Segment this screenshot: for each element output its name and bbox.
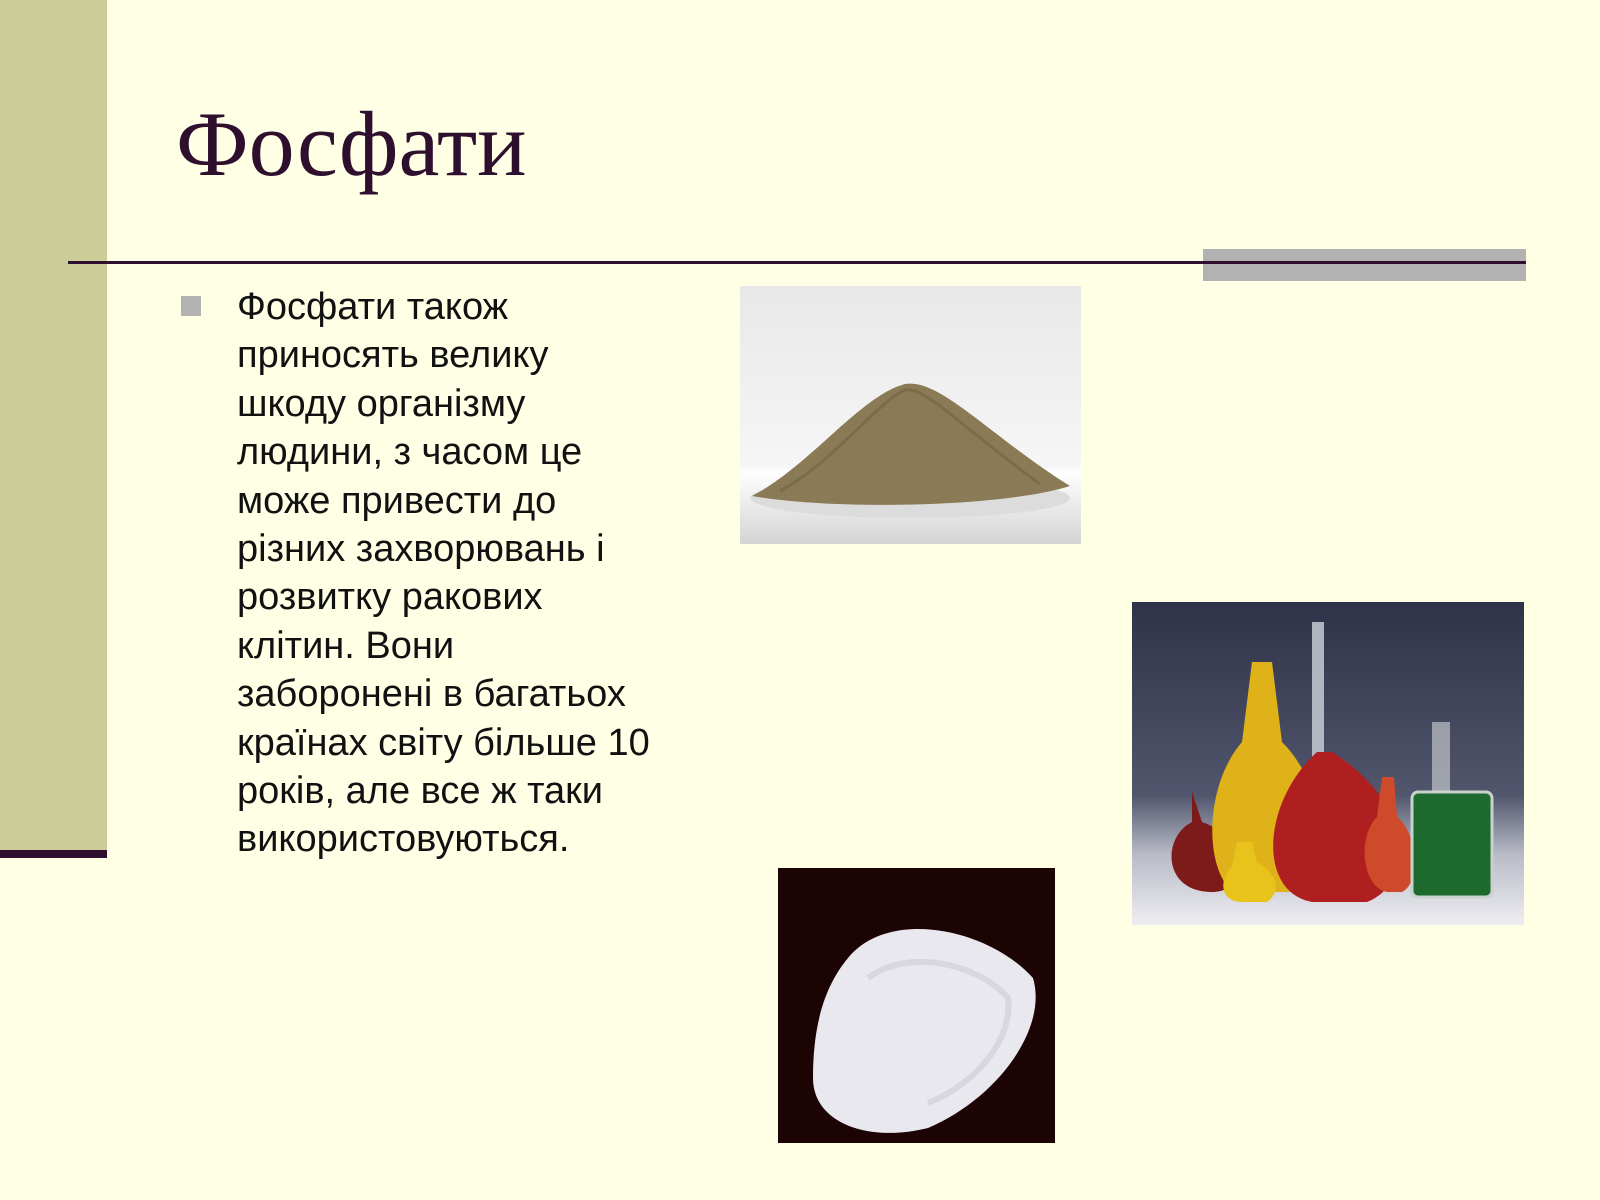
white-powder-photo [778, 868, 1055, 1143]
bullet-text: Фосфати також приносять велику шкоду організму людини, з часом це може привести до різних захворювань і розвитку ракових клітин. Вони заборонені в багатьох країнах світу більше 10 років, але все ж таки використовуються. [237, 286, 650, 861]
title-rule-line-overlay [1203, 261, 1526, 264]
slide-title: Фосфати [176, 93, 527, 195]
left-decor-band-edge [0, 850, 107, 858]
lab-flasks-photo [1132, 602, 1524, 925]
title-rule-accent [1203, 249, 1526, 281]
powder-pile-photo [740, 286, 1081, 544]
left-decor-band [0, 0, 107, 850]
bullet-square-icon [181, 296, 201, 316]
